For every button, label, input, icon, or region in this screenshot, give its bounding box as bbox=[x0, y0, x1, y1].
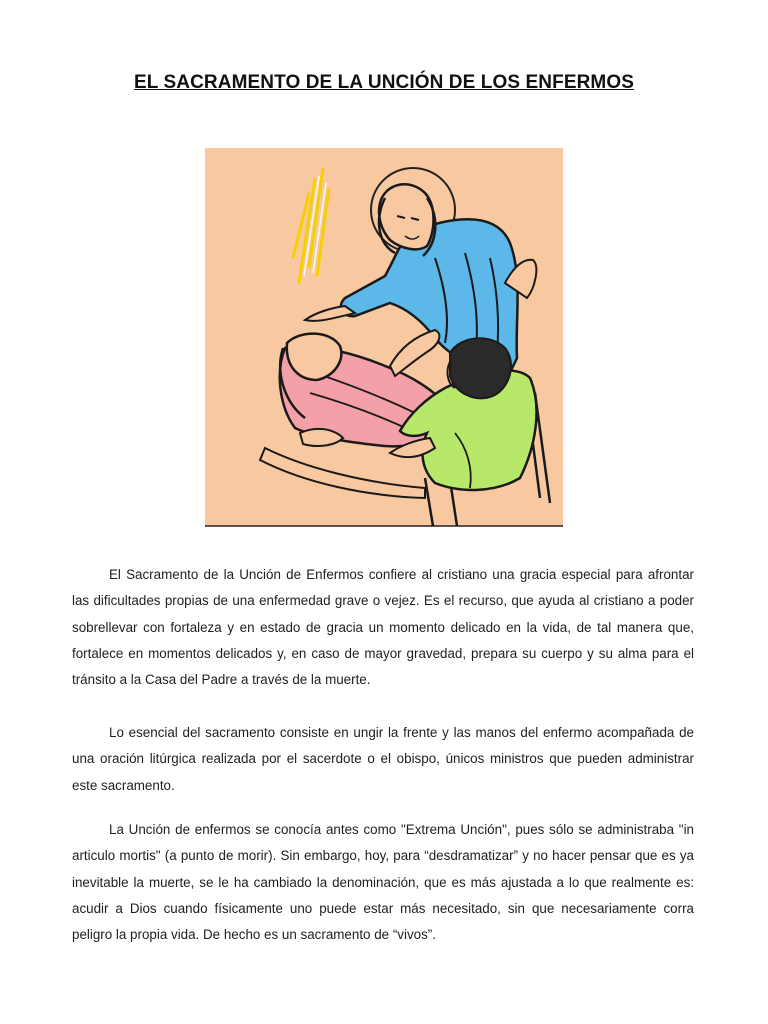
paragraph-text: La Unción de enfermos se conocía antes como "Extrema Unción", pues sólo se administraba "in articulo mortis" (a punto de morir). Sin embargo, hoy, para “desdramatizar” y no hacer pensar que es ya inevitable la muerte, se le ha cambiado la denominación, que es más ajustada a lo que realmente es: acudir a Dios cuando físicamente uno puede estar más necesitado, sin que necesariamente corra peligro la propia vida. De hecho es un sacramento de “vivos”. bbox=[72, 822, 694, 943]
anointing-illustration bbox=[205, 148, 563, 528]
paragraph-1 bbox=[72, 562, 694, 693]
paragraph-3 bbox=[72, 817, 694, 948]
page-title: EL SACRAMENTO DE LA UNCIÓN DE LOS ENFERMOS bbox=[134, 72, 634, 93]
paragraph-text: El Sacramento de la Unción de Enfermos confiere al cristiano una gracia especial para afrontar las dificultades propias de una enfermedad grave o vejez. Es el recurso, que ayuda al cristiano a poder sobrellevar con fortaleza y en estado de gracia un momento delicado en la vida, de tal manera que, fortalece en momentos delicados y, en caso de mayor gravedad, prepara su cuerpo y su alma para el tránsito a la Casa del Padre a través de la muerte. bbox=[72, 567, 694, 688]
paragraph-2 bbox=[72, 720, 694, 799]
visitor-head bbox=[450, 338, 511, 398]
paragraph-text: Lo esencial del sacramento consiste en ungir la frente y las manos del enfermo acompañada de una oración litúrgica realizada por el sacerdote o el obispo, únicos ministros que pueden administrar este sacramento. bbox=[72, 725, 694, 793]
